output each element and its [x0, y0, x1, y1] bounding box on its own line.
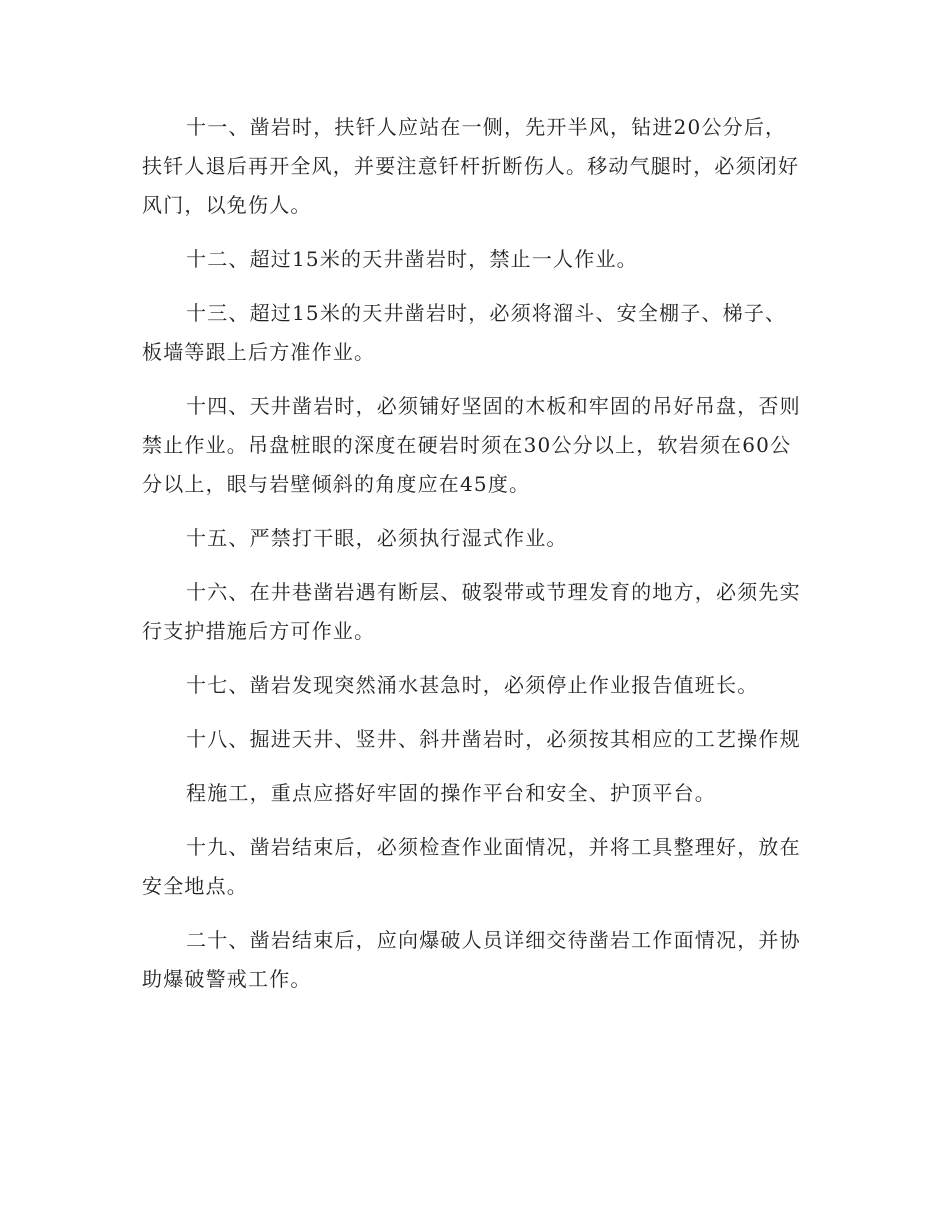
paragraph-17: 十七、凿岩发现突然涌水甚急时，必须停止作业报告值班长。 — [186, 673, 759, 697]
document-body — [142, 108, 806, 1014]
paragraph-13: 十三、超过15米的天井凿岩时，必须将溜斗、安全棚子、梯子、板墙等跟上后方准作业。 — [142, 301, 787, 364]
paragraph-18-continued: 程施工，重点应搭好牢固的操作平台和安全、护顶平台。 — [186, 781, 716, 805]
paragraph-19: 十九、凿岩结束后，必须检查作业面情况，并将工具整理好，放在安全地点。 — [142, 835, 801, 898]
paragraph-11: 十一、凿岩时，扶钎人应站在一侧，先开半风，钻进20公分后，扶钎人退后再开全风，并要注意钎杆折断伤人。移动气腿时，必须闭好风门，以免伤人。 — [142, 115, 800, 217]
paragraph-20: 二十、凿岩结束后，应向爆破人员详细交待凿岩工作面情况，并协助爆破警戒工作。 — [142, 928, 801, 991]
paragraph-12: 十二、超过15米的天井凿岩时，禁止一人作业。 — [186, 247, 638, 271]
paragraph-15: 十五、严禁打干眼，必须执行湿式作业。 — [186, 526, 568, 550]
paragraph-16: 十六、在井巷凿岩遇有断层、破裂带或节理发育的地方，必须先实行支护措施后方可作业。 — [142, 580, 801, 643]
paragraph-18: 十八、掘进天井、竖井、斜井凿岩时，必须按其相应的工艺操作规 — [186, 727, 801, 751]
paragraph-14: 十四、天井凿岩时，必须铺好坚固的木板和牢固的吊好吊盘，否则禁止作业。吊盘桩眼的深度在硬岩时须在30公分以上，软岩须在60公分以上，眼与岩壁倾斜的角度应在45度。 — [142, 394, 801, 496]
